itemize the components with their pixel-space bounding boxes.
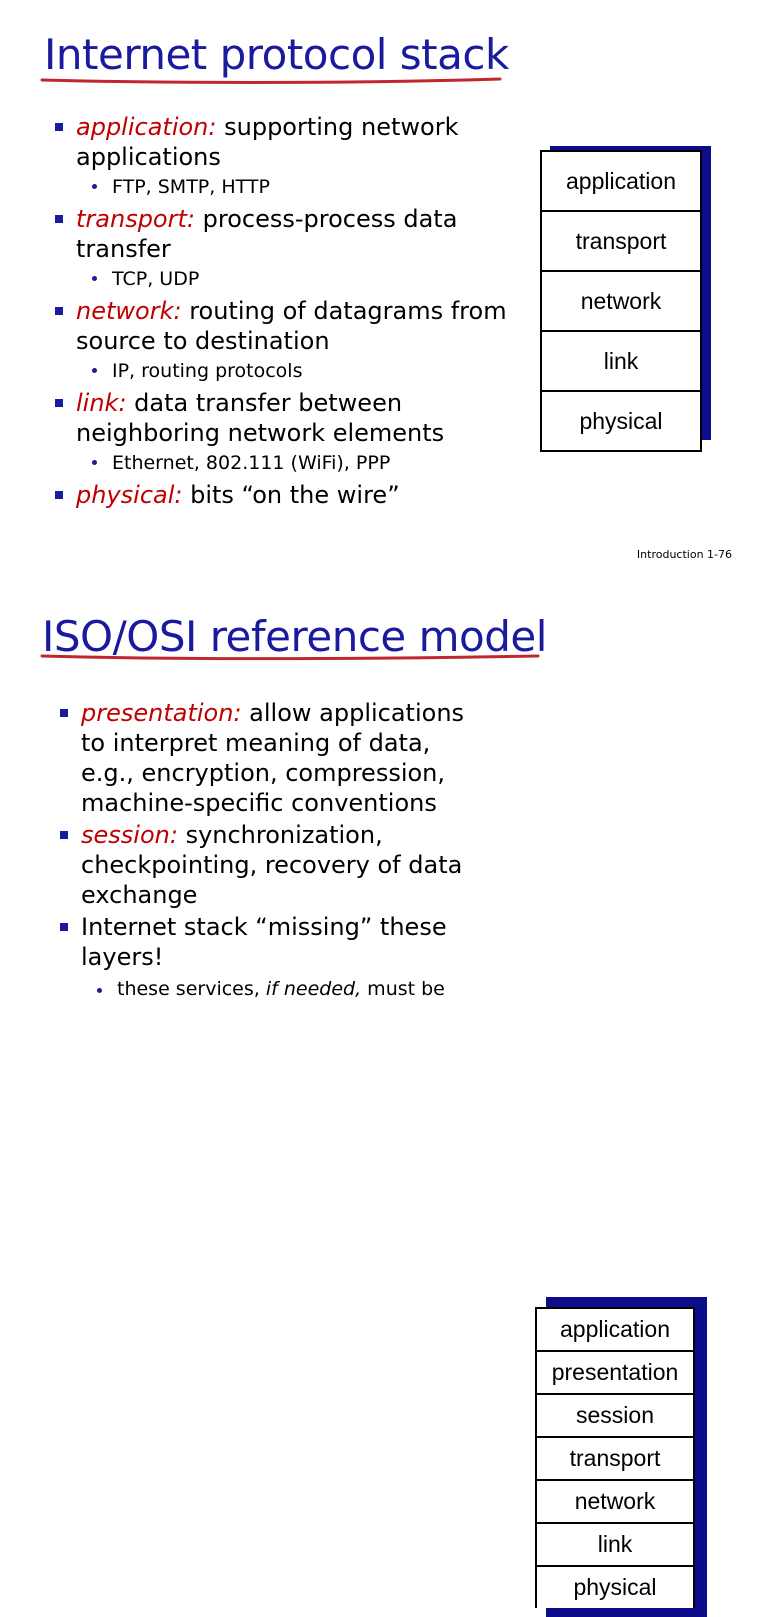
slide-iso-osi-model — [0, 584, 768, 1600]
stack-layers — [535, 1307, 695, 1608]
bullet-text: supporting network applications — [76, 113, 459, 171]
layer-application: application — [537, 1309, 693, 1352]
slide-internet-protocol-stack — [0, 0, 768, 584]
term-label: application: — [76, 113, 217, 141]
dot-bullet-icon — [92, 368, 97, 373]
term-label: presentation: — [81, 699, 242, 727]
square-bullet-icon — [60, 923, 68, 931]
bullet-text: Internet stack “missing” these layers! — [81, 913, 447, 971]
square-bullet-icon — [55, 123, 63, 131]
internet-stack-diagram — [540, 150, 712, 454]
sub-bullet — [95, 976, 480, 1002]
slide-title: ISO/OSI reference model — [42, 612, 547, 661]
bullet-text: bits “on the wire” — [182, 481, 400, 509]
sub-bullet — [90, 264, 515, 294]
term-label: link: — [76, 389, 127, 417]
sub-bullet-text: these services, — [117, 978, 266, 1000]
sub-bullet — [90, 172, 515, 202]
square-bullet-icon — [55, 215, 63, 223]
dot-bullet-icon — [92, 460, 97, 465]
layer-link: link — [537, 1524, 693, 1567]
layer-session: session — [537, 1395, 693, 1438]
term-label: network: — [76, 297, 182, 325]
bullet-missing-layers — [60, 912, 480, 1002]
layer-network: network — [537, 1481, 693, 1524]
bullet-list — [55, 112, 515, 510]
layer-presentation: presentation — [537, 1352, 693, 1395]
term-label: transport: — [76, 205, 195, 233]
sub-bullet-text: TCP, UDP — [112, 268, 200, 290]
layer-network: network — [542, 272, 700, 332]
bullet-session — [60, 820, 480, 910]
sub-bullet — [90, 448, 515, 478]
bullet-text: process-process data transfer — [76, 205, 458, 263]
sub-bullet — [90, 356, 515, 386]
layer-application: application — [542, 152, 700, 212]
sub-bullet-emphasis: if needed, — [265, 978, 362, 1000]
title-underline — [40, 74, 502, 88]
bullet-network — [55, 296, 515, 386]
slide-footer: Introduction 1-76 — [636, 548, 732, 561]
stack-layers — [540, 150, 702, 452]
sub-bullet-text: FTP, SMTP, HTTP — [112, 176, 270, 198]
square-bullet-icon — [60, 709, 68, 717]
bullet-physical — [55, 480, 515, 510]
square-bullet-icon — [55, 307, 63, 315]
osi-stack-diagram — [535, 1297, 707, 1608]
term-label: session: — [81, 821, 178, 849]
term-label: physical: — [76, 481, 183, 509]
bullet-text: allow applications to interpret meaning of data, e.g., encryption, compression, machine-specific conventions — [81, 699, 465, 817]
layer-physical: physical — [573, 1574, 657, 1600]
square-bullet-icon — [55, 491, 63, 499]
layer-link: link — [542, 332, 700, 392]
bullet-link — [55, 388, 515, 478]
sub-bullet-text: IP, routing protocols — [112, 360, 303, 382]
bullet-presentation — [60, 698, 480, 818]
bullet-text: data transfer between neighboring network elements — [76, 389, 445, 447]
bullet-list — [60, 698, 480, 1004]
layer-transport: transport — [542, 212, 700, 272]
square-bullet-icon — [55, 399, 63, 407]
sub-bullet-text-end: must be — [361, 978, 445, 1000]
bullet-transport — [55, 204, 515, 294]
title-underline — [40, 650, 540, 664]
bullet-application — [55, 112, 515, 202]
square-bullet-icon — [60, 831, 68, 839]
slide-title: Internet protocol stack — [44, 30, 509, 79]
dot-bullet-icon — [92, 184, 97, 189]
dot-bullet-icon — [97, 988, 102, 993]
bullet-text: synchronization, checkpointing, recovery of data exchange — [81, 821, 463, 909]
layer-transport: transport — [537, 1438, 693, 1481]
layer-physical: physical — [579, 407, 663, 434]
bullet-text: routing of datagrams from source to destination — [76, 297, 507, 355]
dot-bullet-icon — [92, 276, 97, 281]
sub-bullet-text: Ethernet, 802.111 (WiFi), PPP — [112, 452, 391, 474]
